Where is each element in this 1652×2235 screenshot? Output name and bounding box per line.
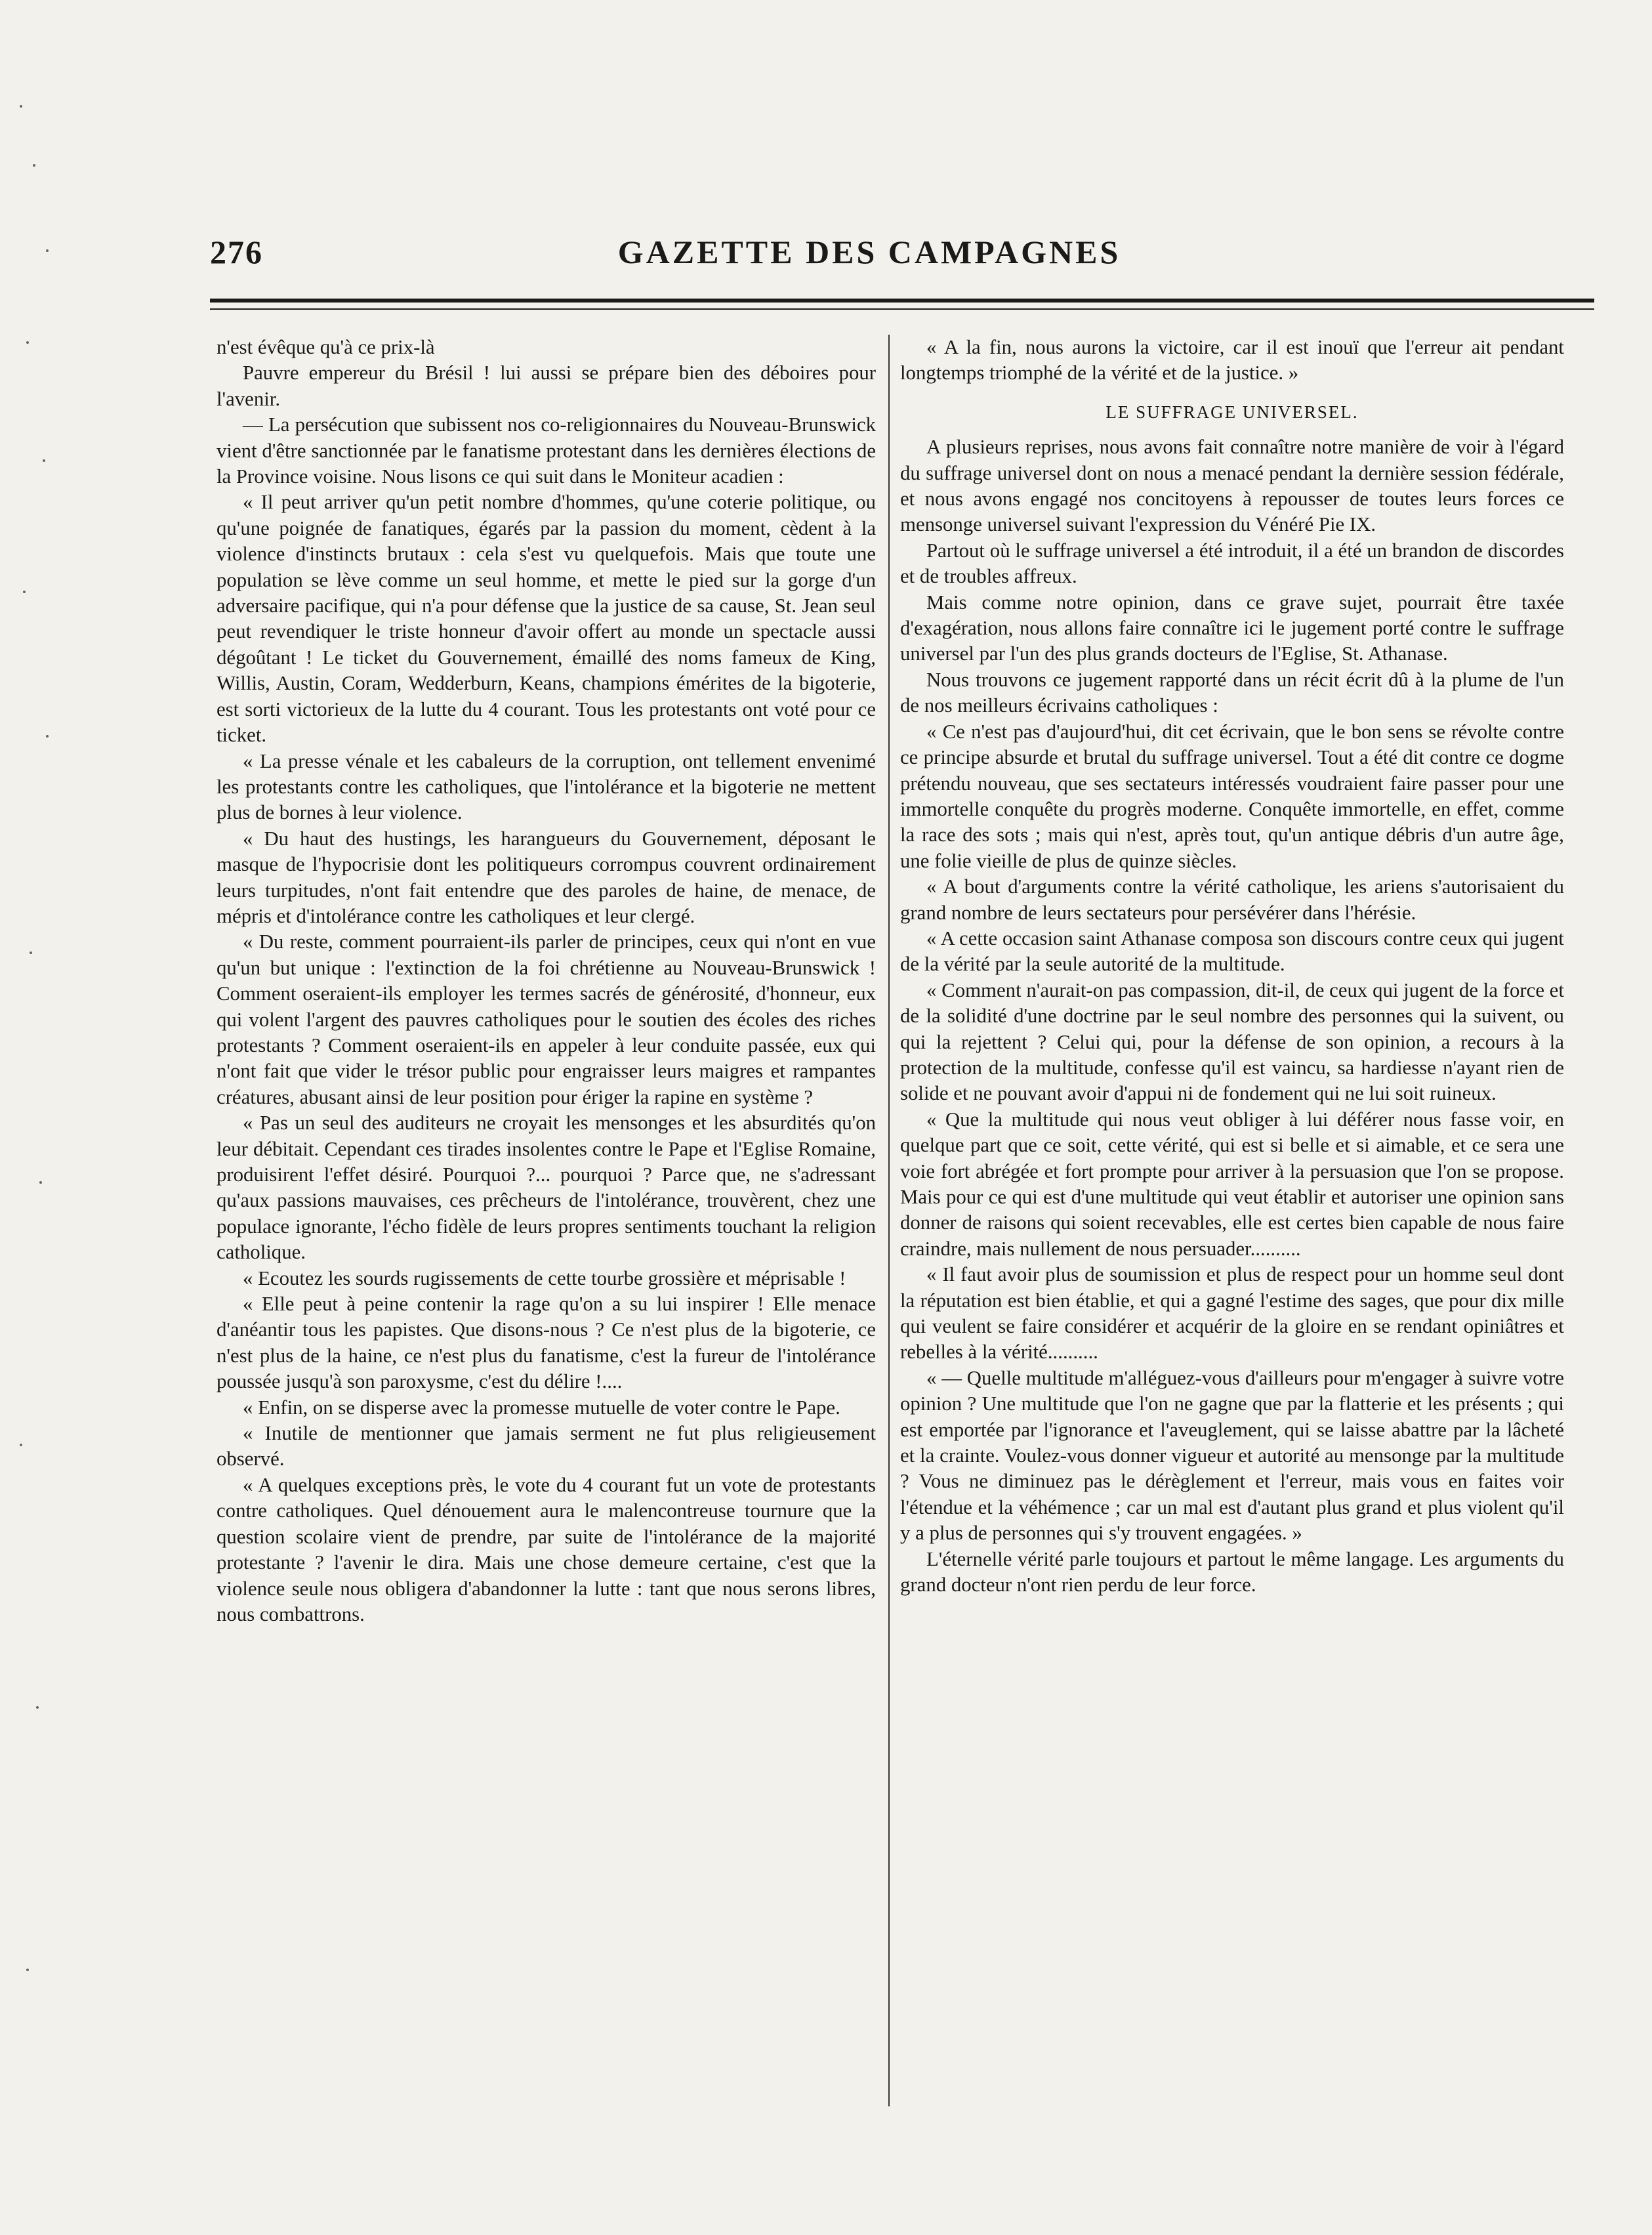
paragraph: « Du reste, comment pourraient-ils parler de principes, ceux qui n'ont en vue qu'un but unique : l'extinction de la foi chrétienne au Nouveau-Brunswick ! Comment oseraient-ils employer les termes sacrés de générosité, d'honneur, eux qui volent l'argent des pauvres catholiques pour le soutien des écoles des riches protestants ? Comment oseraient-ils en appeler à leur conduite passée, eux qui n'ont fait que vider le trésor public pour engraisser leurs maigres et rampantes créatures, abusant ainsi de leur position pour ériger la rapine en système ?: [217, 930, 876, 1108]
section-heading: LE SUFFRAGE UNIVERSEL.: [1105, 402, 1359, 422]
left-column: [217, 335, 876, 2120]
paragraph: « Inutile de mentionner que jamais serment ne fut plus religieusement observé.: [217, 1422, 876, 1471]
page-number: 276: [210, 234, 263, 270]
paragraph: Mais comme notre opinion, dans ce grave sujet, pourrait être taxée d'exagération, nous allons faire connaître ici le jugement porté contre le suffrage universel par l'un des plus grands docteurs de l'Eglise, St. Athanase.: [900, 591, 1564, 665]
paragraph: « Ce n'est pas d'aujourd'hui, dit cet écrivain, que le bon sens se révolte contre ce principe absurde et brutal du suffrage universel. Tout a été dit contre ce dogme prétendu nouveau, que ses sectateurs intéressés voudraient faire passer pour une immortelle conquête du progrès moderne. Conquête immortelle, en effet, comme la race des sots ; mais qui n'est, après tout, qu'un antique débris d'un autre âge, une folie vieille de plus de quinze siècles.: [900, 720, 1564, 872]
column-divider: [888, 335, 890, 2106]
paragraph: A plusieurs reprises, nous avons fait connaître notre manière de voir à l'égard du suffrage universel dont on nous a menacé pendant la dernière session fédérale, et nous avons engagé nos concitoyens à repousser de toutes leurs forces ce mensonge universel suivant l'expression du Vénéré Pie IX.: [900, 436, 1564, 536]
scan-margin-specks: [7, 0, 59, 2235]
header-rule-thin: [210, 308, 1594, 310]
paragraph: « A bout d'arguments contre la vérité catholique, les ariens s'autorisaient du grand nombre de leurs sectateurs pour persévérer dans l'hérésie.: [900, 875, 1564, 924]
paragraph: n'est évêque qu'à ce prix-là: [217, 336, 435, 358]
paragraph: Nous trouvons ce jugement rapporté dans un récit écrit dû à la plume de l'un de nos meilleurs écrivains catholiques :: [900, 668, 1564, 717]
paragraph: « — Quelle multitude m'alléguez-vous d'ailleurs pour m'engager à suivre votre opinion ? Une multitude que l'on ne gagne que par la flatterie et les présents ; qui est emportée par l'ignorance et l'aveuglement, qui se laisse abattre par la lâcheté et la crainte. Voulez-vous donner vigueur et autorité au mensonge par la multitude ? Vous ne diminuez pas le dérèglement et l'erreur, mais vous en faites voir l'étendue et la véhémence ; car un mal est d'autant plus grand et plus violent qu'il y a plus de personnes qui s'y trouvent engagées. »: [900, 1366, 1564, 1545]
paragraph: « A la fin, nous aurons la victoire, car il est inouï que l'erreur ait pendant longtemps triomphé de la vérité et de la justice. »: [900, 336, 1564, 385]
journal-title: GAZETTE DES CAMPAGNES: [617, 234, 1121, 270]
paragraph: « Enfin, on se disperse avec la promesse mutuelle de voter contre le Pape.: [243, 1396, 840, 1419]
header-rule-thick: [210, 299, 1594, 303]
paragraph: « La presse vénale et les cabaleurs de la corruption, ont tellement envenimé les protestants contre les catholiques, que l'intolérance et la bigoterie ne mettent plus de bornes à leur violence.: [217, 749, 876, 824]
paragraph: — La persécution que subissent nos co-religionnaires du Nouveau-Brunswick vient d'être sanctionnée par le fanatisme protestant dans les dernières élections de la Province voisine. Nous lisons ce qui suit dans le Moniteur acadien :: [217, 413, 876, 488]
paragraph: L'éternelle vérité parle toujours et partout le même langage. Les arguments du grand docteur n'ont rien perdu de leur force.: [900, 1547, 1564, 1597]
page-header: [210, 233, 1529, 279]
paragraph: « Elle peut à peine contenir la rage qu'on a su lui inspirer ! Elle menace d'anéantir tous les papistes. Que disons-nous ? Ce n'est plus de la bigoterie, ce n'est plus de la haine, ce n'est plus du fanatisme, c'est la fureur de l'intolérance poussée jusqu'à son paroxysme, c'est du délire !....: [217, 1293, 876, 1393]
paragraph: « Du haut des hustings, les harangueurs du Gouvernement, déposant le masque de l'hypocrisie dont les politiqueurs corrompus couvrent ordinairement leurs turpitudes, n'ont fait entendre que des paroles de haine, de menace, de mépris et d'intolérance contre les catholiques et leur clergé.: [217, 827, 876, 927]
paragraph: « Il faut avoir plus de soumission et plus de respect pour un homme seul dont la réputation est bien établie, et qui a gagné l'estime des sages, que pour dix mille qui veulent se faire considérer et acquérir de la gloire en se rendant opiniâtres et rebelles à la vérité..........: [900, 1263, 1564, 1364]
paragraph: « Il peut arriver qu'un petit nombre d'hommes, qu'une coterie politique, ou qu'une poignée de fanatiques, égarés par la passion du moment, cèdent à la violence d'instincts brutaux : cela s'est vu quelquefois. Mais que toute une population se lève comme un seul homme, et mette le pied sur la gorge d'un adversaire pacifique, qui n'a pour défense que la justice de sa cause, St. Jean seul peut revendiquer le triste honneur d'avoir offert au monde un spectacle aussi dégoûtant ! Le ticket du Gouvernement, émaillé des noms fameux de King, Willis, Austin, Coram, Wedderburn, Keans, champions émérites de la bigoterie, est sorti victorieux de la lutte du 4 courant. Tous les protestants ont voté pour ce ticket.: [217, 491, 876, 747]
right-column: [900, 335, 1564, 2120]
paragraph: « A cette occasion saint Athanase composa son discours contre ceux qui jugent de la vérité par la seule autorité de la multitude.: [900, 927, 1564, 976]
paragraph: « Que la multitude qui nous veut obliger à lui déférer nous fasse voir, en quelque part que ce soit, cette vérité, qui est si belle et si aimable, et ce sera une voie fort abrégée et fort prompte pour arriver à la persuasion que l'on se propose. Mais pour ce qui est d'une multitude qui veut établir et autoriser une opinion sans donner de raisons qui soient recevables, elle est certes bien capable de nous faire craindre, mais nullement de nous persuader..........: [900, 1108, 1564, 1260]
paragraph: « Comment n'aurait-on pas compassion, dit-il, de ceux qui jugent de la force et de la solidité d'une doctrine par le seul nombre des personnes qui la suivent, ou qui la rejettent ? Celui qui, pour la défense de son opinion, a recours à la protection de la multitude, confesse qu'il est vaincu, sa hardiesse n'ayant rien de solide et ne pouvant avoir d'appui ni de fondement qui ne lui soit ruineux.: [900, 978, 1564, 1105]
paragraph: Pauvre empereur du Brésil ! lui aussi se prépare bien des déboires pour l'avenir.: [217, 362, 876, 410]
paragraph: « Ecoutez les sourds rugissements de cette tourbe grossière et méprisable !: [243, 1266, 846, 1289]
paragraph: Partout où le suffrage universel a été introduit, il a été un brandon de discordes et de troubles affreux.: [900, 539, 1564, 588]
paragraph: « A quelques exceptions près, le vote du 4 courant fut un vote de protestants contre catholiques. Quel dénouement aura le malencontreuse tournure que la question scolaire vient de prendre, par suite de l'intolérance de la majorité protestante ? l'avenir le dira. Mais une chose demeure certaine, c'est que la violence seule nous obligera d'abandonner la lutte : tant que nous serons libres, nous combattrons.: [217, 1473, 876, 1625]
paragraph: « Pas un seul des auditeurs ne croyait les mensonges et les absurdités qu'on leur débitait. Cependant ces tirades insolentes contre le Pape et l'Eglise Romaine, produisirent l'effet désiré. Pourquoi ?... pourquoi ? Parce que, ne s'adressant qu'aux passions mauvaises, ces prêcheurs de l'intolérance, trouvèrent, chez une populace ignorante, l'écho fidèle de leurs propres sentiments touchant la religion catholique.: [217, 1112, 876, 1264]
